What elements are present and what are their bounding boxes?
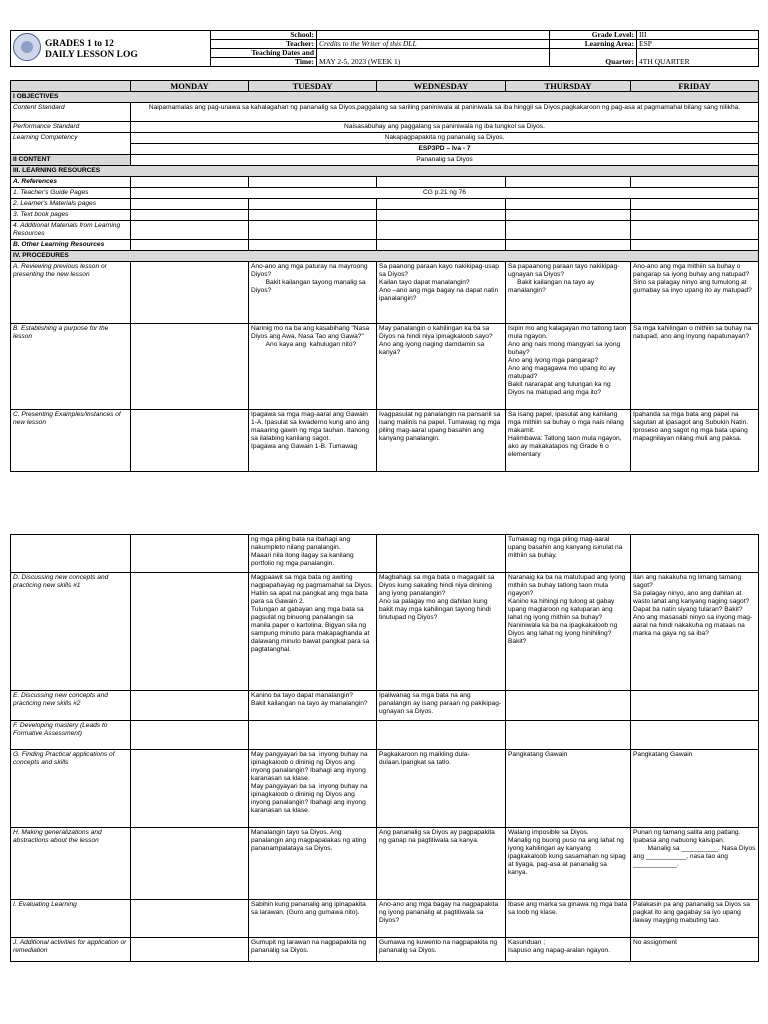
- empty-cell: [631, 177, 759, 188]
- procedure-j-tuesday: Gumupit ng larawan na nagpapakita ng pananalig sa Diyos.: [249, 938, 377, 962]
- content-standard-text: Naipamamalas ang pag-unawa sa kahalagahan ng pananalig sa Diyos,paggalang sa sariling paniniwala at paniniwala sa iba hinggil sa Diyos,pagkakaroon ng pag-asa at pagmamahal bilang sang nilikha.: [131, 103, 759, 122]
- empty-cell: [377, 199, 506, 210]
- procedure-f-label: F. Developing mastery (Leads to Formative Assessment): [11, 721, 131, 750]
- continuation-monday: [131, 535, 249, 573]
- page-two: [0, 528, 768, 1024]
- empty-cell: [249, 177, 377, 188]
- day-friday: FRIDAY: [631, 81, 759, 92]
- procedure-g-monday: [131, 750, 249, 828]
- procedure-i-friday: Palakasin pa ang pananalig sa Diyos sa pagkat ito ang gagabay sa iyo upang ilaway mayging mabuting tao.: [631, 900, 759, 938]
- grade-label: Grade Level:: [550, 31, 637, 40]
- header-blank: [11, 81, 131, 92]
- procedure-g-label: G. Finding Practical applications of concepts and skills: [11, 750, 131, 828]
- day-wednesday: WEDNESDAY: [377, 81, 506, 92]
- procedure-e-friday: [631, 691, 759, 721]
- competency-label: Learning Competency: [11, 133, 131, 155]
- procedure-c-wednesday: Ivagpasulat ng panalangin na pansarili sa isang malinis na papel. Tumawag ng mga piling mag-aaral upang basahin ang kanyang panalangin.: [377, 410, 506, 472]
- empty-cell: [377, 177, 506, 188]
- page-one: [0, 0, 768, 480]
- procedure-h-friday: Punan ng tamang salita ang patlang. Ipabasa ang nabuong kaisipan. Manalig sa __________. Nasa Diyos ang ___________, nasa tao ang ____________.: [631, 828, 759, 900]
- procedure-d-wednesday: Magbahagi sa mga bata o magagalit sa Diyos kung sakaling hindi niya dinining ang iyong panalangin? Ano sa palagay mo ang dahilan kung bakit may mga kahilingan tayong hindi tinutupad ng Diyos?: [377, 573, 506, 691]
- competency-text: Nakapagpapakita ng pananalig sa Diyos.: [131, 133, 759, 144]
- procedure-b-wednesday: May panalangin o kahilingan ka ba sa Diyos na hindi niya ipinagkaloob sayo? Ano ang iyong naging damdamin sa kanya?: [377, 324, 506, 410]
- area-value: ESP: [637, 40, 759, 49]
- procedure-i-thursday: Ibase ang marka sa ginawa ng mga bata sa loob ng klase.: [506, 900, 631, 938]
- day-tuesday: TUESDAY: [249, 81, 377, 92]
- procedure-c-label: C. Presenting Examples/instances of new lesson: [11, 410, 131, 472]
- procedure-a-tuesday: Ano-ano ang mga paturay na mayroong Diyos? Bakit kailangan tayong manalig sa Diyos?: [249, 262, 377, 324]
- continuation-thursday: Tumawag ng mga piling mag-aaral upang basahin ang kanyang isinulat na mithiin sa buhay.: [506, 535, 631, 573]
- procedure-g-friday: Pangkatang Gawain: [631, 750, 759, 828]
- continuation-label: [11, 535, 131, 573]
- empty-cell: [377, 210, 506, 221]
- empty-cell: [631, 221, 759, 240]
- procedure-d-label: D. Discussing new concepts and practicing new skills #1: [11, 573, 131, 691]
- empty-cell: [377, 221, 506, 240]
- empty-cell: [131, 221, 249, 240]
- teachers-guide-label: 1. Teacher's Guide Pages: [11, 188, 131, 199]
- day-thursday: THURSDAY: [506, 81, 631, 92]
- procedure-b-monday: [131, 324, 249, 410]
- teachers-guide-value: CG p.21 ng 76: [131, 188, 759, 199]
- continuation-friday: [631, 535, 759, 573]
- procedure-c-tuesday: Ipagawa sa mga mag-aaral ang Gawain 1-A. Ipasulat sa kwaderno kung ano ang maaaring gawin ng mga tauhan. Itanong sa ilalabing kanilang sagot. Ipagawa ang Gawain 1-B. Tumawag: [249, 410, 377, 472]
- quarter-label: Quarter:: [550, 49, 637, 67]
- day-header-row: [11, 81, 759, 92]
- empty-cell: [249, 221, 377, 240]
- procedure-a-friday: Ano-ano ang mga mithiin sa buhay o pangarap sa iyong buhay ang natupad? Sino sa palagay ninyo ang tumulong at gumabay sa inyo upang ito ay matupad?: [631, 262, 759, 324]
- procedure-a-thursday: Sa papaanong paraan tayo nakikipag-ugnayan sa Diyos? Bakit kailangan na tayo ay manalangin?: [506, 262, 631, 324]
- procedures-heading: IV. PROCEDURES: [11, 251, 759, 262]
- procedure-e-monday: [131, 691, 249, 721]
- dates-label: Teaching Dates and: [211, 49, 317, 58]
- performance-standard-text: Naisasabuhay ang paggalang sa paniniwala ng iba tungkol sa Diyos.: [131, 122, 759, 133]
- empty-cell: [506, 177, 631, 188]
- title-line-2: DAILY LESSON LOG: [45, 50, 138, 60]
- procedure-j-label: J. Additional activities for application or remediation: [11, 938, 131, 962]
- procedure-h-tuesday: Manalangin tayo sa Diyos. Ang panalangin ang magpapalakas ng ating pananampalataya sa Diyos.: [249, 828, 377, 900]
- procedure-f-friday: [631, 721, 759, 750]
- procedure-d-friday: Ilan ang nakakuha ng limang tamang sagot? Sa palagay ninyo, ano ang dahilan at wasto lahat ang kanyang naging sagot? Dapat ba natin siyang tularan? Bakit? Ano ang masasabi ninyo sa inyong mag-aaral na hindi nakakuha ng mataas na marka na gaya ng sa iba?: [631, 573, 759, 691]
- empty-cell: [631, 240, 759, 251]
- teacher-value: Credits to the Writer of this DLL: [317, 40, 550, 49]
- procedure-b-thursday: Isipin mo ang kalagayan mo tatlong taon mula ngayon. Ano ang nais mong mangyari sa iyong buhay? Ano ang iyong mga pangarap? Ano ang magagawa mo upang ito ay matupad? Bakit nararapat ang tulungan ka ng Diyos na matupad ang mga ito?: [506, 324, 631, 410]
- procedure-i-monday: [131, 900, 249, 938]
- resources-heading: III. LEARNING RESOURCES: [11, 166, 759, 177]
- procedure-j-wednesday: Gumawa ng kuwento na nagpapakita ng pananalig sa Diyos.: [377, 938, 506, 962]
- procedure-i-wednesday: Ano-ano ang mga bagay na nagpapakita ng iyong pananalig at pagtitiwala sa Diyos?: [377, 900, 506, 938]
- procedure-f-thursday: [506, 721, 631, 750]
- additional-materials-label: 4. Additional Materials from Learning Resources: [11, 221, 131, 240]
- procedure-g-tuesday: May pangyayari ba sa inyong buhay na ipinagkaloob o dininig ng Diyos ang inyong panalangin? Ibahagi ang inyong karanasan sa klase. May pangyayari ba sa inyong buhay na ipinagkaloob o dininig ng Diyos ang inyong panalangin? Ibahagi ang inyong karanasan sa klase.: [249, 750, 377, 828]
- empty-cell: [506, 199, 631, 210]
- procedure-e-tuesday: Kanino ba tayo dapat manalangin? Bakit kailangan na tayo ay manalangin?: [249, 691, 377, 721]
- day-monday: MONDAY: [131, 81, 249, 92]
- procedure-b-label: B. Establishing a purpose for the lesson: [11, 324, 131, 410]
- procedure-b-friday: Sa mga kahilingan o mithiin sa buhay na natupad, ano ang inyong napatunayan?: [631, 324, 759, 410]
- content-standard-label: Content Standard: [11, 103, 131, 122]
- procedure-f-monday: [131, 721, 249, 750]
- procedure-a-label: A. Reviewing previous lesson or presenting the new lesson: [11, 262, 131, 324]
- objectives-heading: I OBJECTIVES: [11, 92, 759, 103]
- time-label: Time:: [211, 58, 317, 67]
- procedure-e-thursday: [506, 691, 631, 721]
- continuation-tuesday: ng mga piling bata na ibahagi ang nakumpleto nilang panalangin. Maaari nila itong ilagay sa kanilang portfolio ng mga panalangin.: [249, 535, 377, 573]
- empty-cell: [249, 210, 377, 221]
- procedure-c-thursday: Sa isang papel, ipasulat ang kanilang mga mithiin sa buhay o mga nais nilang makamit. Halimbawa: Tatlong taon mula ngayon, ako ay makakatapos ng Grade 6 o elementary: [506, 410, 631, 472]
- empty-cell: [131, 199, 249, 210]
- empty-cell: [249, 240, 377, 251]
- procedure-d-thursday: Naranaig ka ba na matutupad ang iyong mithiin sa buhay tatlong taon mula ngayon? Kanino ka hihingi ng tulong at gabay upang maglaroon ng katuparan ang lahat ng iyong mithiin sa buhay? Naniniwala ka ba na ipagkakaloob ng Diyos ang lahat ng iyong hinihiling? Bakit?: [506, 573, 631, 691]
- competency-code: ESP3PD – Iva - 7: [131, 144, 759, 155]
- school-label: School:: [211, 31, 317, 40]
- procedure-j-thursday: Kasunduan ; Isapuso ang napag-aralan ngayon.: [506, 938, 631, 962]
- procedure-d-tuesday: Magpaawit sa mga bata ng awiting nagpapahayag ng pagmamahal sa Diyos. Hatiin sa apat na pangkat ang mga bata para sa Gawain 2. Tulungan at gabayan ang mga bata sa pagsulat ng binuong panalangin sa manila paper o kartolina. Bigyan sila ng sampung minuto para makapaghanda at dalawang minuto bawat pangkat para sa pagtatanghal.: [249, 573, 377, 691]
- procedure-j-friday: No assignment: [631, 938, 759, 962]
- textbook-label: 3. Text book pages: [11, 210, 131, 221]
- procedure-f-tuesday: [249, 721, 377, 750]
- grade-value: III: [637, 31, 759, 40]
- empty-cell: [506, 240, 631, 251]
- procedure-h-monday: [131, 828, 249, 900]
- procedure-c-friday: Ipahanda sa mga bata ang papel na sagutan at ipasagot ang Subukin Natin. Iproseso ang sagot ng mga bata upang mapagnilayan nilang muli ang paksa.: [631, 410, 759, 472]
- header-table: [10, 30, 759, 67]
- procedure-a-wednesday: Sa paanong paraan kayo nakikipag-usap sa Diyos? Kailan tayo dapat manalangin? Ano –ano ang mga bagay na dapat natin ipanalangin?: [377, 262, 506, 324]
- procedure-i-tuesday: Sabihin kung pananalig ang ipinapakita sa larawan. (Guro ang gumawa nito).: [249, 900, 377, 938]
- procedure-h-wednesday: Ang pananalig sa Diyos ay pagpapakita ng ganap na pagtitiwala sa kanya.: [377, 828, 506, 900]
- procedure-j-monday: [131, 938, 249, 962]
- procedure-g-thursday: Pangkatang Gawain: [506, 750, 631, 828]
- procedure-h-label: H. Making generalizations and abstractions about the lesson: [11, 828, 131, 900]
- procedure-b-tuesday: Narinig mo na ba ang kasabihang "Nasa Diyos ang Awa, Nasa Tao ang Gawa?" Ano kaya ang kahulugan nito?: [249, 324, 377, 410]
- empty-cell: [631, 210, 759, 221]
- content-heading: II CONTENT: [11, 155, 131, 166]
- empty-cell: [506, 210, 631, 221]
- continuation-wednesday: [377, 535, 506, 573]
- procedure-e-wednesday: Ipaliwanag sa mga bata na ang panalangin ay isang paraan ng pakikipag-ugnayan sa Diyos.: [377, 691, 506, 721]
- area-label: Learning Area:: [550, 40, 637, 49]
- lesson-grid-page-2: [10, 534, 759, 962]
- procedure-h-thursday: Walang imposible sa Diyos. Manalig ng buong puso na ang lahat ng iyong kahilingan ay kanyang ipagkakaloob kung sasamahan ng sipag at tiyaga, pag-asa at pananalig sa kanya.: [506, 828, 631, 900]
- procedure-f-wednesday: [377, 721, 506, 750]
- empty-cell: [131, 177, 249, 188]
- procedure-d-monday: [131, 573, 249, 691]
- dates-value: MAY 2-5, 2023 (WEEK 1): [317, 49, 550, 67]
- school-value: [317, 31, 550, 40]
- teacher-label: Teacher:: [211, 40, 317, 49]
- title-line-1: GRADES 1 to 12: [45, 39, 114, 49]
- other-resources-label: B. Other Learning Resources: [11, 240, 131, 251]
- logo-cell: [11, 31, 211, 67]
- performance-standard-label: Performance Standard: [11, 122, 131, 133]
- procedure-c-monday: [131, 410, 249, 472]
- procedure-i-label: I. Evaluating Learning: [11, 900, 131, 938]
- content-text: Pananalig sa Diyos: [131, 155, 759, 166]
- empty-cell: [506, 221, 631, 240]
- empty-cell: [249, 199, 377, 210]
- procedure-g-wednesday: Pagkakaroon ng maikling dula-dulaan.Ipangkat sa tatlo.: [377, 750, 506, 828]
- empty-cell: [377, 240, 506, 251]
- learners-materials-label: 2. Learner's Materials pages: [11, 199, 131, 210]
- lesson-grid-page-1: [10, 80, 759, 472]
- references-label: A. References: [11, 177, 131, 188]
- empty-cell: [631, 199, 759, 210]
- empty-cell: [131, 210, 249, 221]
- procedure-a-monday: [131, 262, 249, 324]
- empty-cell: [131, 240, 249, 251]
- quarter-value: 4TH QUARTER: [637, 49, 759, 67]
- procedure-e-label: E. Discussing new concepts and practicing new skills #2: [11, 691, 131, 721]
